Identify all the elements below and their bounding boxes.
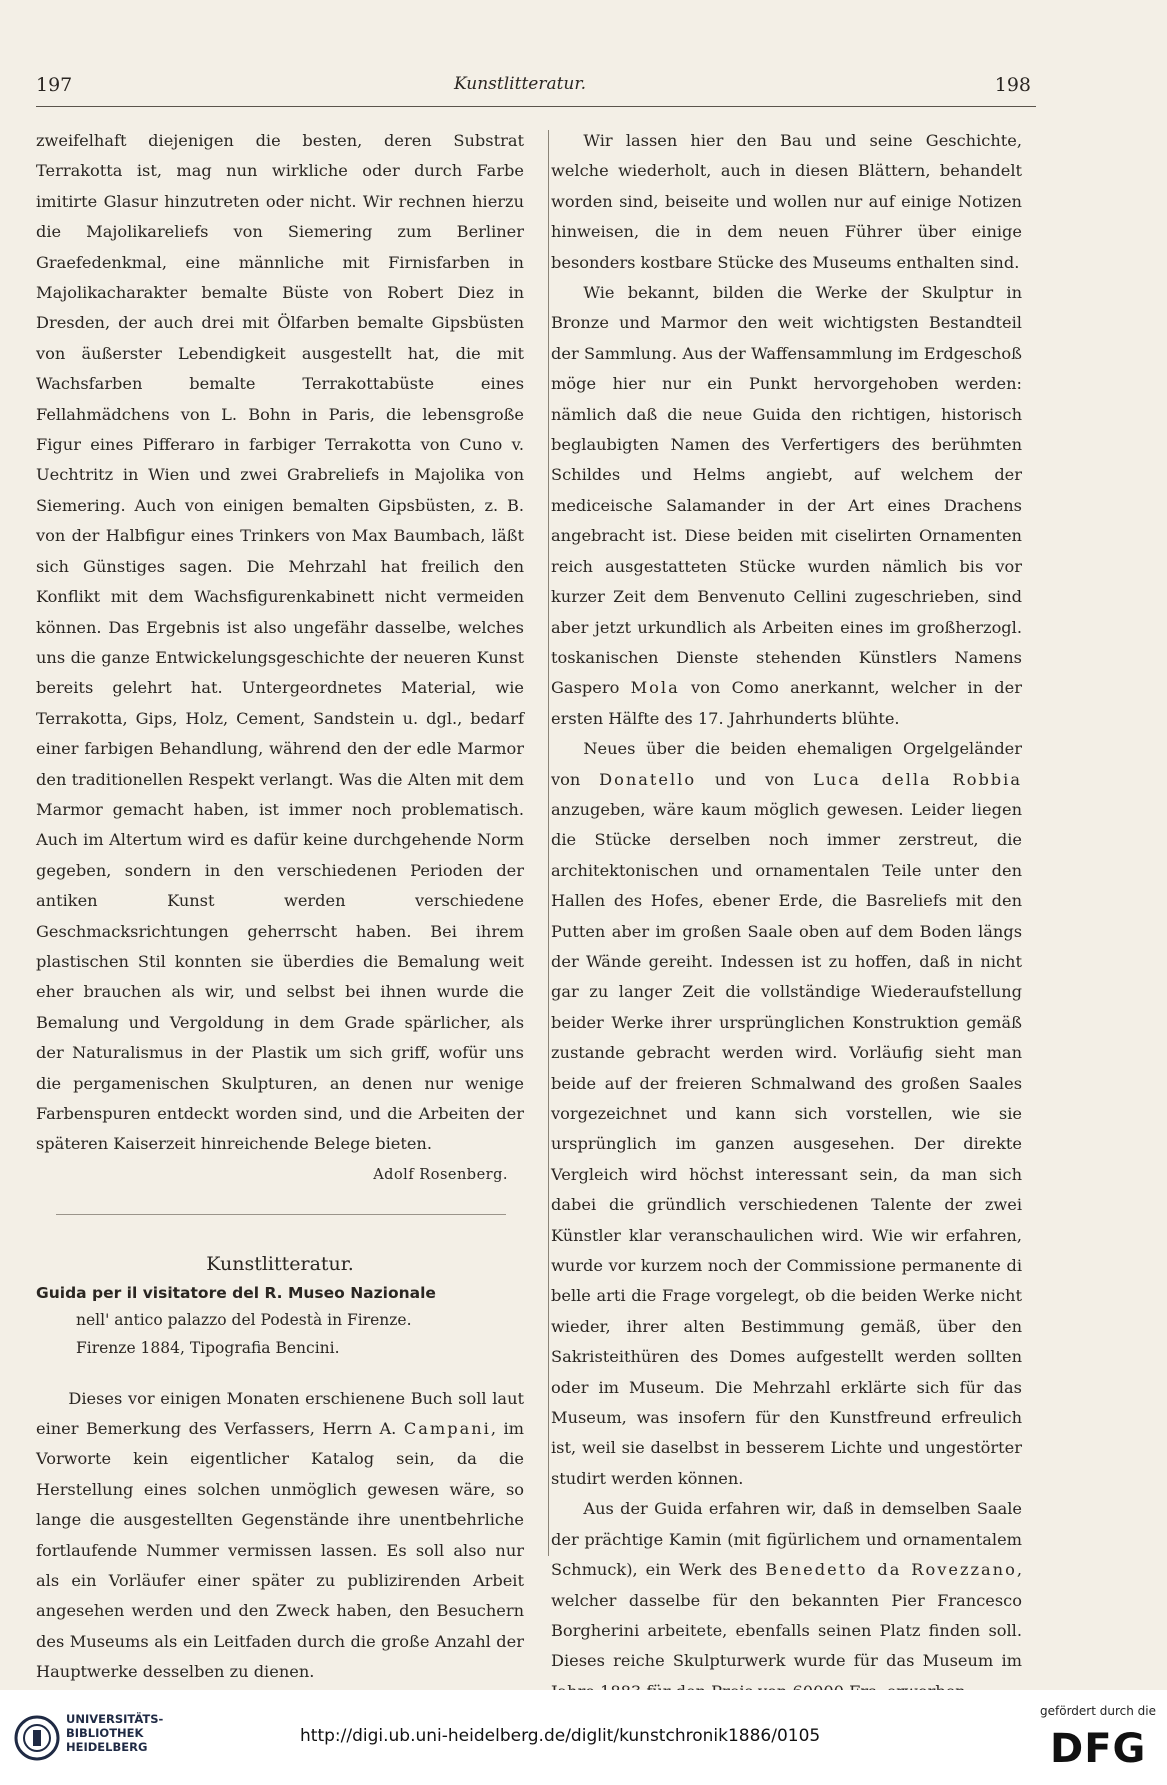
right-paragraph-3 — [551, 734, 1022, 1494]
uni-line-3: HEIDELBERG — [66, 1740, 148, 1754]
dfg-caption: gefördert durch die — [1040, 1704, 1156, 1718]
right-paragraph-4-part-b: , welcher dasselbe für den bekannten Pier Francesco Borgherini arbeitete, ebenfalls seinen Platz finden soll. Dieses reiche Skulpturwerk wurde für das Museum im — [551, 1560, 1022, 1671]
column-divider — [548, 130, 549, 1556]
name-benedetto-da-rovezzano: Benedetto da Rovezzano — [765, 1560, 1017, 1580]
book-subtitle-line-2: Firenze 1884, Tipografia Bencini. — [76, 1338, 340, 1357]
book-subtitle-line-1: nell' antico palazzo del Podestà in Firenze. — [76, 1310, 412, 1329]
name-mola: Mola — [630, 678, 680, 698]
left-paragraph-2 — [36, 1384, 524, 1688]
uni-line-2: BIBLIOTHEK — [66, 1726, 144, 1740]
university-library-label — [66, 1712, 163, 1754]
right-paragraph-1: Wir lassen hier den Bau und seine Geschichte, welche wiederholt, auch in diesen Blättern, behandelt worden sind, beiseite und wollen nur auf einige Notizen hinweisen, die in dem neuen Führer über einige besonders kostbare Stücke des Museums enthalten sind. — [551, 131, 1022, 272]
section-title: Kunstlitteratur. — [206, 1253, 354, 1276]
right-paragraph-2-part-b: von Como anerkannt, welcher in der ersten Hälfte des 17. Jahrhunderts blühte. — [551, 678, 1022, 728]
section-separator — [56, 1214, 506, 1215]
right-paragraph-4 — [551, 1494, 1022, 1707]
right-paragraph-2-part-a: Wie bekannt, bilden die Werke der Skulptur in Bronze und Marmor den weit wichtigsten Bestandteil der Sammlung. Aus der Waffensammlung im Erdgeschoß möge hier nur ein Punkt hervorgehoben werden: nämlich daß die neue Guida den richtigen, historisch beglaubigten Namen des Verfertigers des berühmten Schildes und Helms angiebt, auf welchem der mediceische Salamander in der Art eines Drachens angebracht ist. Diese beiden mit ciselirten Ornamenten reich ausgestatteten Stücke wurden nämlich bis vor kurzer Zeit dem Benvenuto Cellini zugeschrieben, sind aber jetzt urkundlich als Arbeiten eines im großherzogl. toskanischen Dienste stehenden Künstlers Namens Gaspero — [551, 283, 1022, 698]
uni-line-1: UNIVERSITÄTS- — [66, 1712, 164, 1726]
name-campani: Campani — [403, 1419, 491, 1439]
right-paragraph-3-part-a: Neues über die beiden ehemaligen Orgelgeländer von — [551, 739, 1022, 789]
left-paragraph-2-part-b: , im Vorworte kein eigentlicher Katalog sein, da die Herstellung eines solchen unmöglich gewesen wäre, so lange die ausgestellten Gegenstände ihre unentbehrliche fortlaufende Nummer vermissen lassen. Es soll also nur als ein Vorläufer einer später zu publizirenden Arbeit angesehen werden und den Zweck haben, den Besuchern des Museums als ein Leitfaden durch die große Anzahl der Hauptwerke desselben zu dienen. — [36, 1419, 525, 1682]
left-paragraph-2-part-a: Dieses vor einigen Monaten erschienene Buch soll laut einer Bemerkung des Verfassers, Herrn A. — [36, 1388, 524, 1439]
university-seal-icon — [14, 1712, 60, 1764]
right-paragraph-3-part-b: anzugeben, wäre kaum möglich gewesen. Leider liegen die Stücke derselben noch immer zerstreut, die architektonischen und ornamentalen Teile unter den Hallen des Hofes, ebener Erde, die Basreliefs mit den Putten aber im großen Saale oben auf dem Boden längs der Wände gereiht. Indessen ist zu hoffen, daß in nicht gar zu langer Zeit die vollständige Wiederaufstellung beider Werke ihrer ursprünglichen Konstruktion gemäß zustande gebracht werden wird. Vorläufig sieht man beide auf der freieren Schmalwand des großen Saales vorgezeichnet und kann sich vorstellen, wie sie ursprünglich im ganzen ausgesehen. Der direkte Vergleich wird höchst interessant sein, da man sich dabei die gründlich verschiedenen Talente der zwei Künstler klar veranschaulichen wird. Wie wir erfahren, wurde vor kurzem noch der Commissione permanente di belle arti die Frage vorgelegt, ob die beiden Werke nicht wieder, ihrer alten Bestimmung gemäß, über den Sakristeithüren des Domes aufgestellt werden sollten oder im Museum. Die Mehrzahl erklärte sich für das Museum, was insofern für den Kunstfreund erfreulich ist, weil sie daselbst in besserem Lichte und ungestörter studirt werden können. — [551, 799, 1022, 1488]
left-paragraph-1: zweifelhaft diejenigen die besten, deren Substrat Terrakotta ist, mag nun wirkliche oder durch Farbe imitirte Glasur hinzutreten oder nicht. Wir rechnen hierzu die Majolikareliefs von Siemering zum Berliner Graefedenkmal, eine männliche mit Firnisfarben in Majolikacharakter bemalte Büste von Robert Diez in Dresden, der auch drei mit Ölfarben bemalte Gipsbüsten von äußerster Lebendigkeit ausgestellt hat, die mit Wachsfarben bemalte Terrakottabüste eines Fellahmädchens von L. Bohn in Paris, die lebensgroße Figur eines Pifferaro in farbiger Terrakotta von Cuno v. Uechtritz in Wien und zwei Grabreliefs in Majolika von Siemering. Auch von einigen bemalten Gipsbüsten, z. B. von der Halbfigur eines Trinkers von Max Baumbach, läßt sich Günstiges sagen. Die Mehrzahl hat freilich den Konflikt mit dem Wachsfigurenkabinett nicht vermeiden können. Das Ergebnis ist also ungefähr dasselbe, welches uns die ganze Entwickelungsgeschichte der neueren Kunst bereits gelehrt hat. Untergeordnetes Material, wie Terrakotta, Gips, Holz, Cement, Sandstein u. dgl., bedarf einer farbigen Behandlung, während den der edle Marmor den traditionellen Respekt verlangt. Was die Alten mit dem Marmor gemacht haben, ist immer noch problematisch. Auch im Altertum wird es dafür keine durchgehende Norm gegeben, sondern in den verschiedenen Perioden der antiken Kunst werden verschiedene Geschmacksrichtungen geherrscht haben. Bei ihrem plastischen Stil konnten sie überdies die Bemalung weit eher brauchen als wir, und selbst bei ihnen wurde die Bemalung und Vergoldung in dem Grade spärlicher, als der Naturalismus in der Plastik um sich griff, wofür uns die pergamenischen Skulpturen, an denen nur wenige Farbenspuren entdeckt worden sind, und die Arbeiten der späteren Kaiserzeit hinreichende Belege bieten. — [36, 131, 524, 1154]
book-title: Guida per il visitatore del R. Museo Nazionale — [36, 1283, 436, 1302]
header-rule — [36, 106, 1036, 107]
page-number-right: 198 — [994, 74, 1031, 96]
left-column — [36, 126, 524, 1688]
author-signature: Adolf Rosenberg. — [373, 1166, 508, 1183]
book-subtitle — [36, 1306, 524, 1362]
footer-bar — [0, 1690, 1167, 1785]
right-column — [551, 126, 1022, 1707]
page-number-left: 197 — [36, 74, 73, 96]
dfg-logo: DFG — [1050, 1726, 1147, 1772]
running-title: Kunstlitteratur. — [453, 74, 587, 94]
name-donatello: Donatello — [599, 769, 697, 789]
right-paragraph-3-mid: und von — [696, 769, 814, 789]
name-luca-della-robbia: Luca della Robbia — [813, 769, 1022, 789]
right-paragraph-2 — [551, 278, 1022, 734]
source-url-link[interactable]: http://digi.ub.uni-heidelberg.de/diglit/kunstchronik1886/0105 — [300, 1726, 821, 1746]
right-paragraph-4-part-a: Aus der Guida erfahren wir, daß in demselben Saale der prächtige Kamin (mit figürlichem und ornamentalem Schmuck), ein Werk des — [551, 1499, 1022, 1580]
